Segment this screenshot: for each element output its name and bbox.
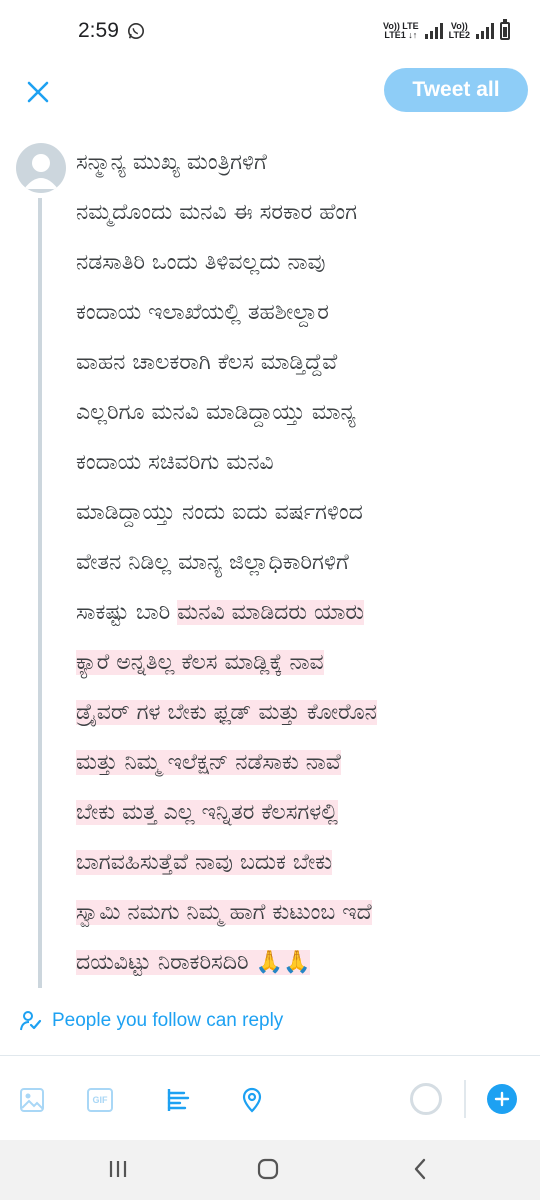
- tweet-overflow-text: ದಯವಿಟ್ಟು ನಿರಾಕರಿಸದಿರಿ 🙏🙏: [76, 950, 311, 975]
- compose-header: [0, 62, 540, 122]
- tweet-line-overflow: [76, 738, 526, 788]
- location-pin-icon: [238, 1086, 266, 1114]
- tweet-line-overflow: [76, 888, 526, 938]
- person-check-icon: [20, 1010, 42, 1032]
- tweet-line: ಕಂದಾಯ ಇಲಾಖೆಯಲ್ಲಿ ತಹಶೀಲ್ದಾರ: [76, 300, 329, 325]
- tweet-all-button[interactable]: Tweet all: [384, 68, 528, 112]
- home-icon: [256, 1157, 280, 1181]
- tweet-line: ಕಂದಾಯ ಸಚಿವರಿಗು ಮನವಿ: [76, 450, 274, 475]
- thread-line: [38, 198, 42, 988]
- battery-icon: [500, 22, 510, 40]
- tweet-overflow-text: ಬೇಕು ಮತ್ತ ಎಲ್ಲ ಇನ್ನಿತರ ಕೆಲಸಗಳಲ್ಲಿ: [76, 800, 338, 825]
- tweet-line: ವೇತನ ನಿಡಿಲ್ಲ ಮಾನ್ಯ ಜಿಲ್ಲಾಧಿಕಾರಿಗಳಿಗೆ: [76, 550, 349, 575]
- tweet-line: ಸನ್ಮಾನ್ಯ ಮುಖ್ಯ ಮಂತ್ರಿಗಳಿಗೆ: [76, 150, 267, 175]
- character-count-ring: [410, 1083, 442, 1115]
- home-button[interactable]: [248, 1154, 288, 1184]
- add-tweet-button[interactable]: [487, 1084, 517, 1114]
- reply-setting-label: People you follow can reply: [52, 1010, 284, 1031]
- status-time: 2:59: [78, 19, 119, 42]
- status-bar: [0, 0, 540, 62]
- recents-button[interactable]: [98, 1154, 138, 1184]
- tweet-line: ನಮ್ಮದೊಂದು ಮನವಿ ಈ ಸರಕಾರ ಹೆಂಗ: [76, 200, 358, 225]
- tweet-line-overflow: [76, 638, 526, 688]
- close-icon: [26, 80, 50, 104]
- sim2-top: Vo)): [450, 21, 468, 31]
- reply-setting-button[interactable]: [20, 1010, 283, 1032]
- tweet-overflow-text: ಡ್ರೈವರ್ ಗಳ ಬೇಕು ಫ್ಲಡ್ ಮತ್ತು ಕೋರೊನ: [76, 700, 377, 725]
- tweet-line-overflow: [76, 788, 526, 838]
- tweet-text-area[interactable]: [76, 138, 526, 988]
- tweet-line: ವಾಹನ ಚಾಲಕರಾಗಿ ಕೆಲಸ ಮಾಡ್ತಿದ್ದೆವೆ: [76, 350, 338, 375]
- tweet-text-plain: ಸಾಕಷ್ಟು ಬಾರಿ: [76, 600, 178, 625]
- back-icon: [410, 1157, 430, 1181]
- tweet-overflow-text: ಬಾಗವಹಿಸುತ್ತೆವೆ ನಾವು ಬದುಕ ಬೇಕು: [76, 850, 333, 875]
- add-media-button[interactable]: [14, 1082, 50, 1118]
- default-avatar-icon: [16, 143, 66, 193]
- sim1-bottom: LTE1 ↓↑: [384, 30, 418, 40]
- tweet-overflow-text: ಮತ್ತು ನಿಮ್ಮ ಇಲೆಕ್ಷನ್ ನಡೆಸಾಕು ನಾವೆ: [76, 750, 341, 775]
- tweet-overflow-text: ಕ್ಯಾರೆ ಅನ್ನತಿಲ್ಲ ಕೆಲಸ ಮಾಡ್ಲಿಕ್ಕೆ ನಾವ: [76, 650, 324, 675]
- add-location-button[interactable]: [234, 1082, 270, 1118]
- signal-icon: [425, 23, 443, 39]
- tweet-line-overflow: [76, 688, 526, 738]
- tweet-line-split: [76, 588, 526, 638]
- tweet-line-overflow: [76, 838, 526, 888]
- toolbar-divider: [464, 1080, 466, 1118]
- tweet-line-overflow: [76, 938, 526, 988]
- sim2-label: [449, 22, 470, 40]
- status-indicators: [383, 22, 510, 40]
- close-button[interactable]: [18, 72, 58, 112]
- image-icon: [18, 1086, 46, 1114]
- compose-toolbar: [0, 1074, 540, 1130]
- sim1-top: Vo)) LTE: [382, 21, 419, 31]
- signal-icon-2: [476, 23, 494, 39]
- system-nav-bar: [0, 1140, 540, 1200]
- tweet-overflow-text: ಸ್ವಾಮಿ ನಮಗು ನಿಮ್ಮ ಹಾಗೆ ಕುಟುಂಬ ಇದೆ: [76, 900, 372, 925]
- tweet-overflow-text: ಮನವಿ ಮಾಡಿದರು ಯಾರು: [177, 600, 364, 625]
- add-poll-button[interactable]: [160, 1082, 196, 1118]
- tweet-line: ಎಲ್ಲರಿಗೂ ಮನವಿ ಮಾಡಿದ್ದಾಯ್ತು ಮಾನ್ಯ: [76, 400, 356, 425]
- sim1-label: [383, 22, 419, 40]
- divider: [0, 1055, 540, 1056]
- tweet-line: ಮಾಡಿದ್ದಾಯ್ತು ನಂದು ಐದು ವರ್ಷಗಳಿಂದ: [76, 500, 363, 525]
- poll-icon: [164, 1086, 192, 1114]
- add-gif-button[interactable]: [82, 1082, 118, 1118]
- gif-icon: GIF: [87, 1088, 113, 1112]
- tweet-line: ನಡಸಾತಿರಿ ಒಂದು ತಿಳಿವಲ್ಲದು ನಾವು: [76, 250, 326, 275]
- recents-icon: [107, 1159, 129, 1179]
- plus-icon: [494, 1091, 510, 1107]
- back-button[interactable]: [400, 1154, 440, 1184]
- whatsapp-icon: [127, 22, 145, 40]
- sim2-bottom: LTE2: [448, 30, 470, 40]
- avatar: [16, 143, 66, 193]
